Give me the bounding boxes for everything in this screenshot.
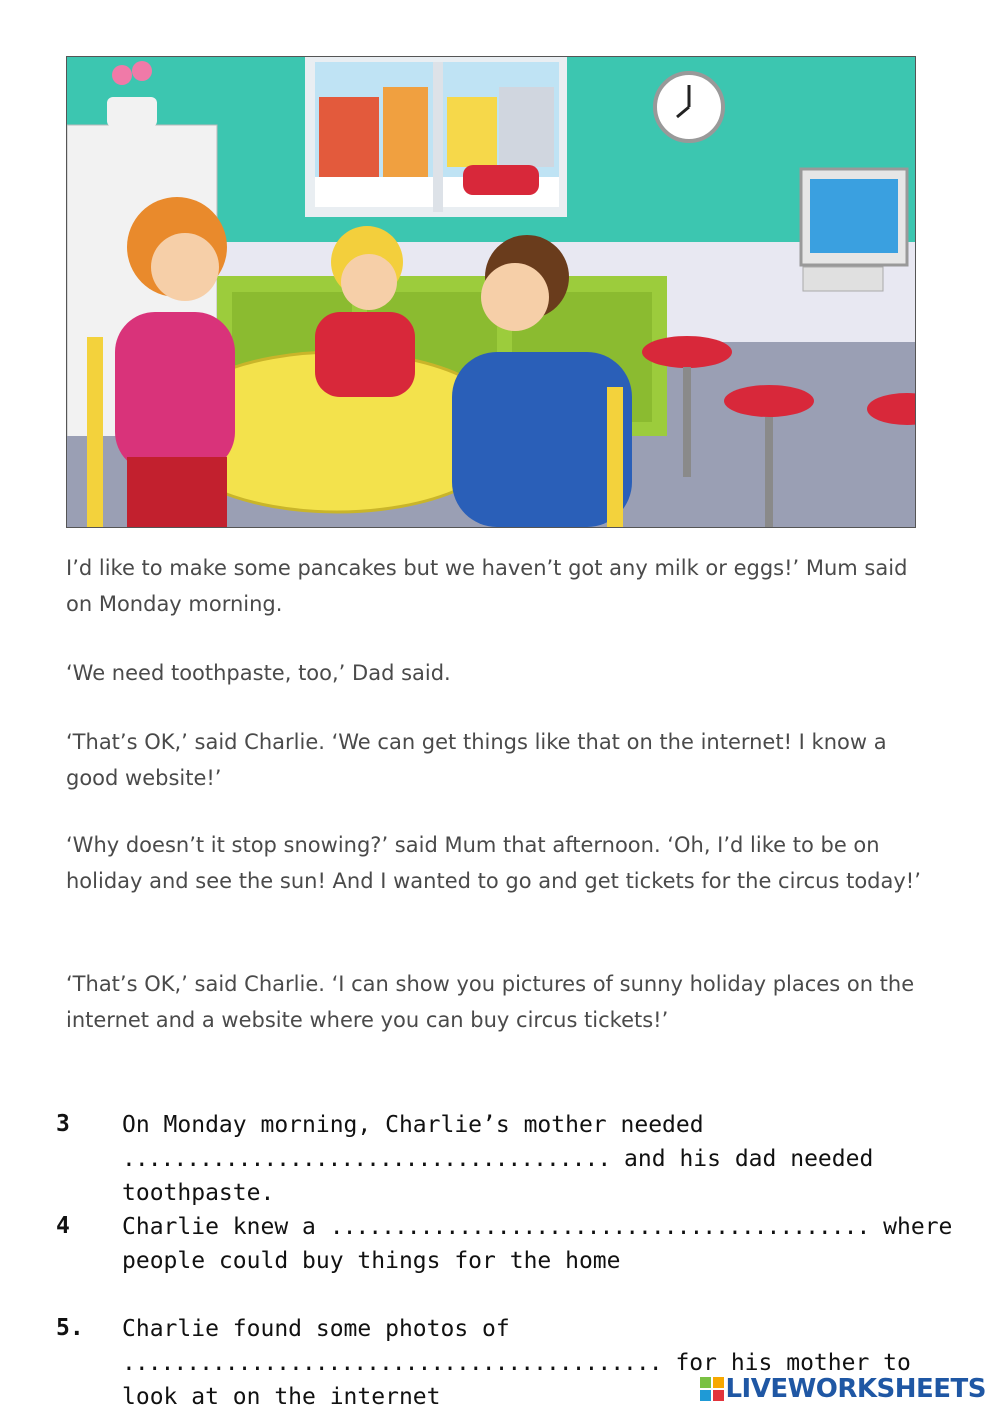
question-5-text-before: Charlie found some photos of [122,1316,510,1342]
liveworksheets-brand[interactable] [699,1374,986,1404]
question-3-text-before: On Monday morning, Charlie’s mother needed [122,1112,704,1138]
question-5-blank[interactable]: .......................................... [122,1350,662,1376]
liveworksheets-logo-icon [699,1376,725,1402]
question-number-5: 5. [56,1315,84,1341]
question-4-blank[interactable]: .......................................... [329,1214,870,1240]
question-4-text-after: where people could buy things for the home [122,1214,953,1274]
story-paragraph-3: ‘That’s OK,’ said Charlie. ‘We can get things like that on the internet! I know a good website!’ [66,730,887,790]
kitchen-scene-icon [67,57,915,527]
liveworksheets-brand-text: LIVEWORKSHEETS [725,1374,986,1404]
question-4-text-before: Charlie knew a [122,1214,330,1240]
question-number-4: 4 [56,1213,70,1239]
question-4 [122,1210,967,1278]
story-paragraph-4: ‘Why doesn’t it stop snowing?’ said Mum that afternoon. ‘Oh, I’d like to be on holiday and see the sun! And I wanted to go and get tickets for the circus today!’ [66,833,921,893]
story-paragraph-1: I’d like to make some pancakes but we haven’t got any milk or eggs!’ Mum said on Monday morning. [66,556,908,616]
question-5-text-after: for his mother to look at on the internet [122,1350,911,1410]
question-3 [122,1108,967,1210]
story-paragraph-2: ‘We need toothpaste, too,’ Dad said. [66,661,451,685]
question-3-blank[interactable]: ...................................... [122,1146,611,1172]
question-number-3: 3 [56,1111,70,1137]
question-3-text-after: and his dad needed toothpaste. [122,1146,874,1206]
kitchen-illustration [66,56,916,528]
story-paragraph-5: ‘That’s OK,’ said Charlie. ‘I can show you pictures of sunny holiday places on the internet and a website where you can buy circus tickets!’ [66,972,915,1032]
